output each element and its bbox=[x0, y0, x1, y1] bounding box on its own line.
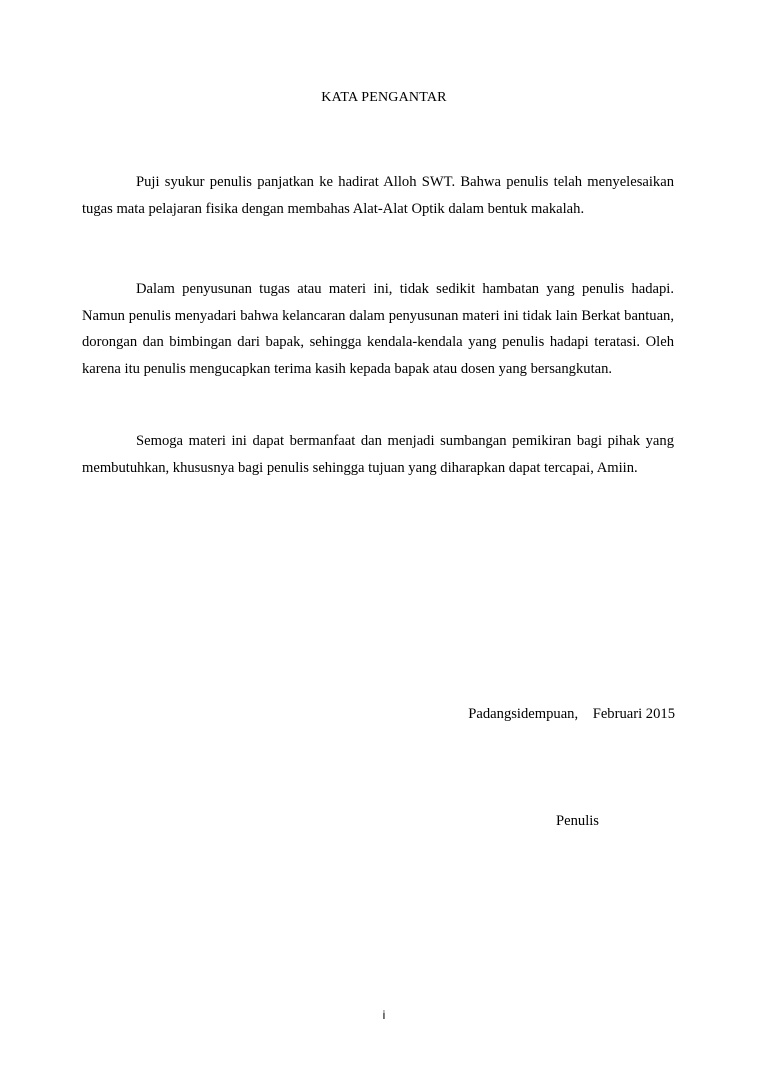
paragraph-3: Semoga materi ini dapat bermanfaat dan menjadi sumbangan pemikiran bagi pihak yang membutuhkan, khususnya bagi penulis sehingga tujuan yang diharapkan dapat tercapai, Amiin. bbox=[82, 433, 674, 476]
page-number: i bbox=[382, 1008, 386, 1022]
place-date: Padangsidempuan, Februari 2015 bbox=[468, 706, 675, 722]
paragraph-2: Dalam penyusunan tugas atau materi ini, tidak sedikit hambatan yang penulis hadapi. Namun penulis menyadari bahwa kelancaran dalam penyusunan materi ini tidak lain Berkat bantuan, dorongan dan bimbingan dari bapak, sehingga kendala-kendala yang penulis hadapi teratasi. Oleh karena itu penulis mengucapkan terima kasih kepada bapak atau dosen yang bersangkutan. bbox=[82, 281, 674, 377]
page-title: KATA PENGANTAR bbox=[321, 90, 447, 105]
author-signature: Penulis bbox=[556, 813, 599, 829]
paragraph-1: Puji syukur penulis panjatkan ke hadirat Alloh SWT. Bahwa penulis telah menyelesaikan tugas mata pelajaran fisika dengan membahas Alat-Alat Optik dalam bentuk makalah. bbox=[82, 174, 674, 217]
